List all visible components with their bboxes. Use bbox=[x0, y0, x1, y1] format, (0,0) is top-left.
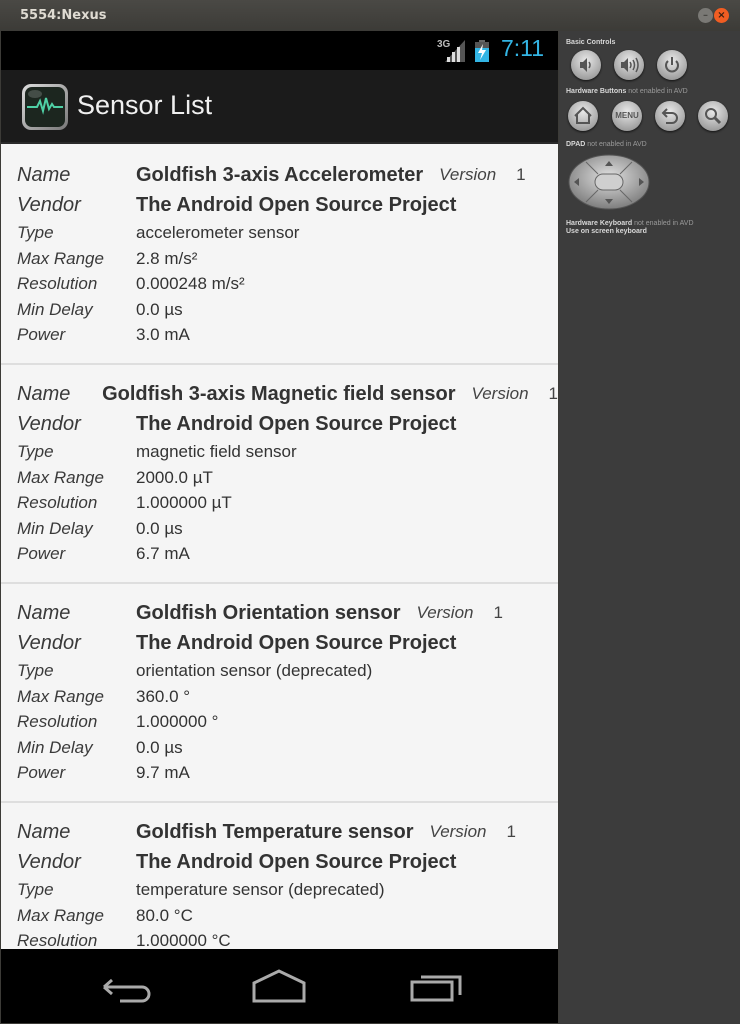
dpad-label: DPAD bbox=[566, 141, 586, 148]
sensor-vendor: The Android Open Source Project bbox=[136, 413, 457, 435]
type-label: Type bbox=[17, 661, 54, 680]
home-icon bbox=[568, 101, 598, 131]
action-bar bbox=[1, 70, 558, 144]
network-type: 3G bbox=[437, 39, 451, 50]
sensor-item[interactable] bbox=[1, 146, 558, 365]
volume-down-icon bbox=[571, 50, 601, 80]
sensor-type: accelerometer sensor bbox=[136, 223, 300, 242]
home-icon[interactable] bbox=[249, 967, 309, 1007]
sensor-item[interactable] bbox=[1, 365, 558, 584]
hardware-keyboard-heading bbox=[566, 220, 694, 227]
sensor-type: temperature sensor (deprecated) bbox=[136, 880, 385, 899]
search-icon bbox=[698, 101, 728, 131]
volume-down-button[interactable] bbox=[571, 50, 601, 80]
sensor-name: Goldfish Temperature sensor bbox=[136, 821, 414, 843]
back-icon[interactable] bbox=[98, 967, 158, 1007]
name-label: Name bbox=[17, 602, 71, 624]
hardware-buttons-label: Hardware Buttons bbox=[566, 88, 627, 95]
back-hw-button[interactable] bbox=[655, 101, 685, 131]
hardware-buttons-heading bbox=[566, 88, 688, 95]
page-title: Sensor List bbox=[77, 90, 213, 120]
close-button[interactable]: × bbox=[714, 8, 729, 23]
sensor-item[interactable] bbox=[1, 584, 558, 803]
sensor-min-delay: 0.0 µs bbox=[136, 518, 183, 538]
power-icon bbox=[657, 50, 687, 80]
sensor-item[interactable] bbox=[1, 803, 558, 949]
sensor-list[interactable] bbox=[1, 146, 558, 949]
max-range-label: Max Range bbox=[17, 905, 104, 925]
menu-hw-button[interactable]: MENU bbox=[612, 101, 642, 131]
dpad-heading bbox=[566, 141, 647, 148]
vendor-label: Vendor bbox=[17, 413, 81, 435]
hardware-keyboard-label: Hardware Keyboard bbox=[566, 220, 633, 227]
max-range-label: Max Range bbox=[17, 248, 104, 268]
dpad-note: not enabled in AVD bbox=[587, 141, 647, 148]
version-label: Version bbox=[429, 822, 487, 841]
hardware-keyboard-note: not enabled in AVD bbox=[634, 220, 694, 227]
resolution-label: Resolution bbox=[17, 712, 98, 731]
vendor-label: Vendor bbox=[17, 194, 81, 216]
clock: 7:11 bbox=[501, 35, 545, 61]
power-button[interactable] bbox=[657, 50, 687, 80]
recents-icon[interactable] bbox=[407, 967, 467, 1007]
sensor-max-range: 360.0 ° bbox=[136, 686, 191, 706]
activity-monitor-icon[interactable] bbox=[21, 83, 69, 131]
sensor-name: Goldfish Orientation sensor bbox=[136, 602, 401, 624]
power-label: Power bbox=[17, 544, 66, 563]
signal-strength-icon bbox=[445, 40, 465, 62]
sensor-type: magnetic field sensor bbox=[136, 442, 297, 461]
sensor-max-range: 80.0 °C bbox=[136, 905, 193, 925]
sensor-max-range: 2.8 m/s² bbox=[136, 248, 198, 268]
resolution-label: Resolution bbox=[17, 493, 98, 512]
window-titlebar bbox=[0, 0, 740, 31]
name-label: Name bbox=[17, 821, 71, 843]
power-label: Power bbox=[17, 325, 66, 344]
minimize-button[interactable]: – bbox=[698, 8, 713, 23]
volume-up-icon bbox=[614, 50, 644, 80]
sensor-resolution: 1.000000 ° bbox=[136, 712, 219, 731]
status-bar bbox=[1, 31, 558, 70]
sensor-version: 1 bbox=[506, 822, 516, 841]
sensor-power: 6.7 mA bbox=[136, 544, 190, 563]
resolution-label: Resolution bbox=[17, 931, 98, 949]
search-hw-button[interactable] bbox=[698, 101, 728, 131]
sensor-min-delay: 0.0 µs bbox=[136, 299, 183, 319]
sensor-version: 1 bbox=[516, 165, 526, 184]
sensor-version: 1 bbox=[548, 384, 558, 403]
version-label: Version bbox=[471, 384, 529, 403]
sensor-resolution: 0.000248 m/s² bbox=[136, 274, 245, 293]
vendor-label: Vendor bbox=[17, 851, 81, 873]
sensor-vendor: The Android Open Source Project bbox=[136, 851, 457, 873]
power-label: Power bbox=[17, 763, 66, 782]
version-label: Version bbox=[416, 603, 474, 622]
min-delay-label: Min Delay bbox=[17, 518, 93, 538]
sensor-vendor: The Android Open Source Project bbox=[136, 194, 457, 216]
version-label: Version bbox=[439, 165, 497, 184]
window-title: 5554:Nexus bbox=[20, 8, 107, 23]
sensor-power: 9.7 mA bbox=[136, 763, 190, 782]
sensor-name: Goldfish 3-axis Accelerometer bbox=[136, 164, 424, 186]
sensor-type: orientation sensor (deprecated) bbox=[136, 661, 373, 680]
sensor-name: Goldfish 3-axis Magnetic field sensor bbox=[102, 383, 456, 405]
sensor-vendor: The Android Open Source Project bbox=[136, 632, 457, 654]
sensor-version: 1 bbox=[493, 603, 503, 622]
max-range-label: Max Range bbox=[17, 686, 104, 706]
resolution-label: Resolution bbox=[17, 274, 98, 293]
home-hw-button[interactable] bbox=[568, 101, 598, 131]
vendor-label: Vendor bbox=[17, 632, 81, 654]
name-label: Name bbox=[17, 164, 71, 186]
emulator-controls-panel bbox=[559, 31, 740, 1024]
sensor-resolution: 1.000000 µT bbox=[136, 493, 232, 512]
basic-controls-heading: Basic Controls bbox=[566, 39, 616, 46]
name-label: Name bbox=[17, 383, 71, 405]
volume-up-button[interactable] bbox=[614, 50, 644, 80]
dpad-control[interactable] bbox=[568, 154, 650, 210]
type-label: Type bbox=[17, 880, 54, 899]
navigation-bar bbox=[1, 949, 558, 1023]
min-delay-label: Min Delay bbox=[17, 299, 93, 319]
min-delay-label: Min Delay bbox=[17, 737, 93, 757]
battery-charging-icon bbox=[475, 40, 489, 62]
sensor-power: 3.0 mA bbox=[136, 325, 190, 344]
max-range-label: Max Range bbox=[17, 467, 104, 487]
sensor-max-range: 2000.0 µT bbox=[136, 467, 213, 487]
back-icon bbox=[655, 101, 685, 131]
type-label: Type bbox=[17, 223, 54, 242]
type-label: Type bbox=[17, 442, 54, 461]
hardware-buttons-note: not enabled in AVD bbox=[628, 88, 688, 95]
sensor-resolution: 1.000000 °C bbox=[136, 931, 231, 949]
on-screen-keyboard-note: Use on screen keyboard bbox=[566, 228, 647, 235]
sensor-min-delay: 0.0 µs bbox=[136, 737, 183, 757]
device-screen bbox=[1, 31, 558, 1023]
